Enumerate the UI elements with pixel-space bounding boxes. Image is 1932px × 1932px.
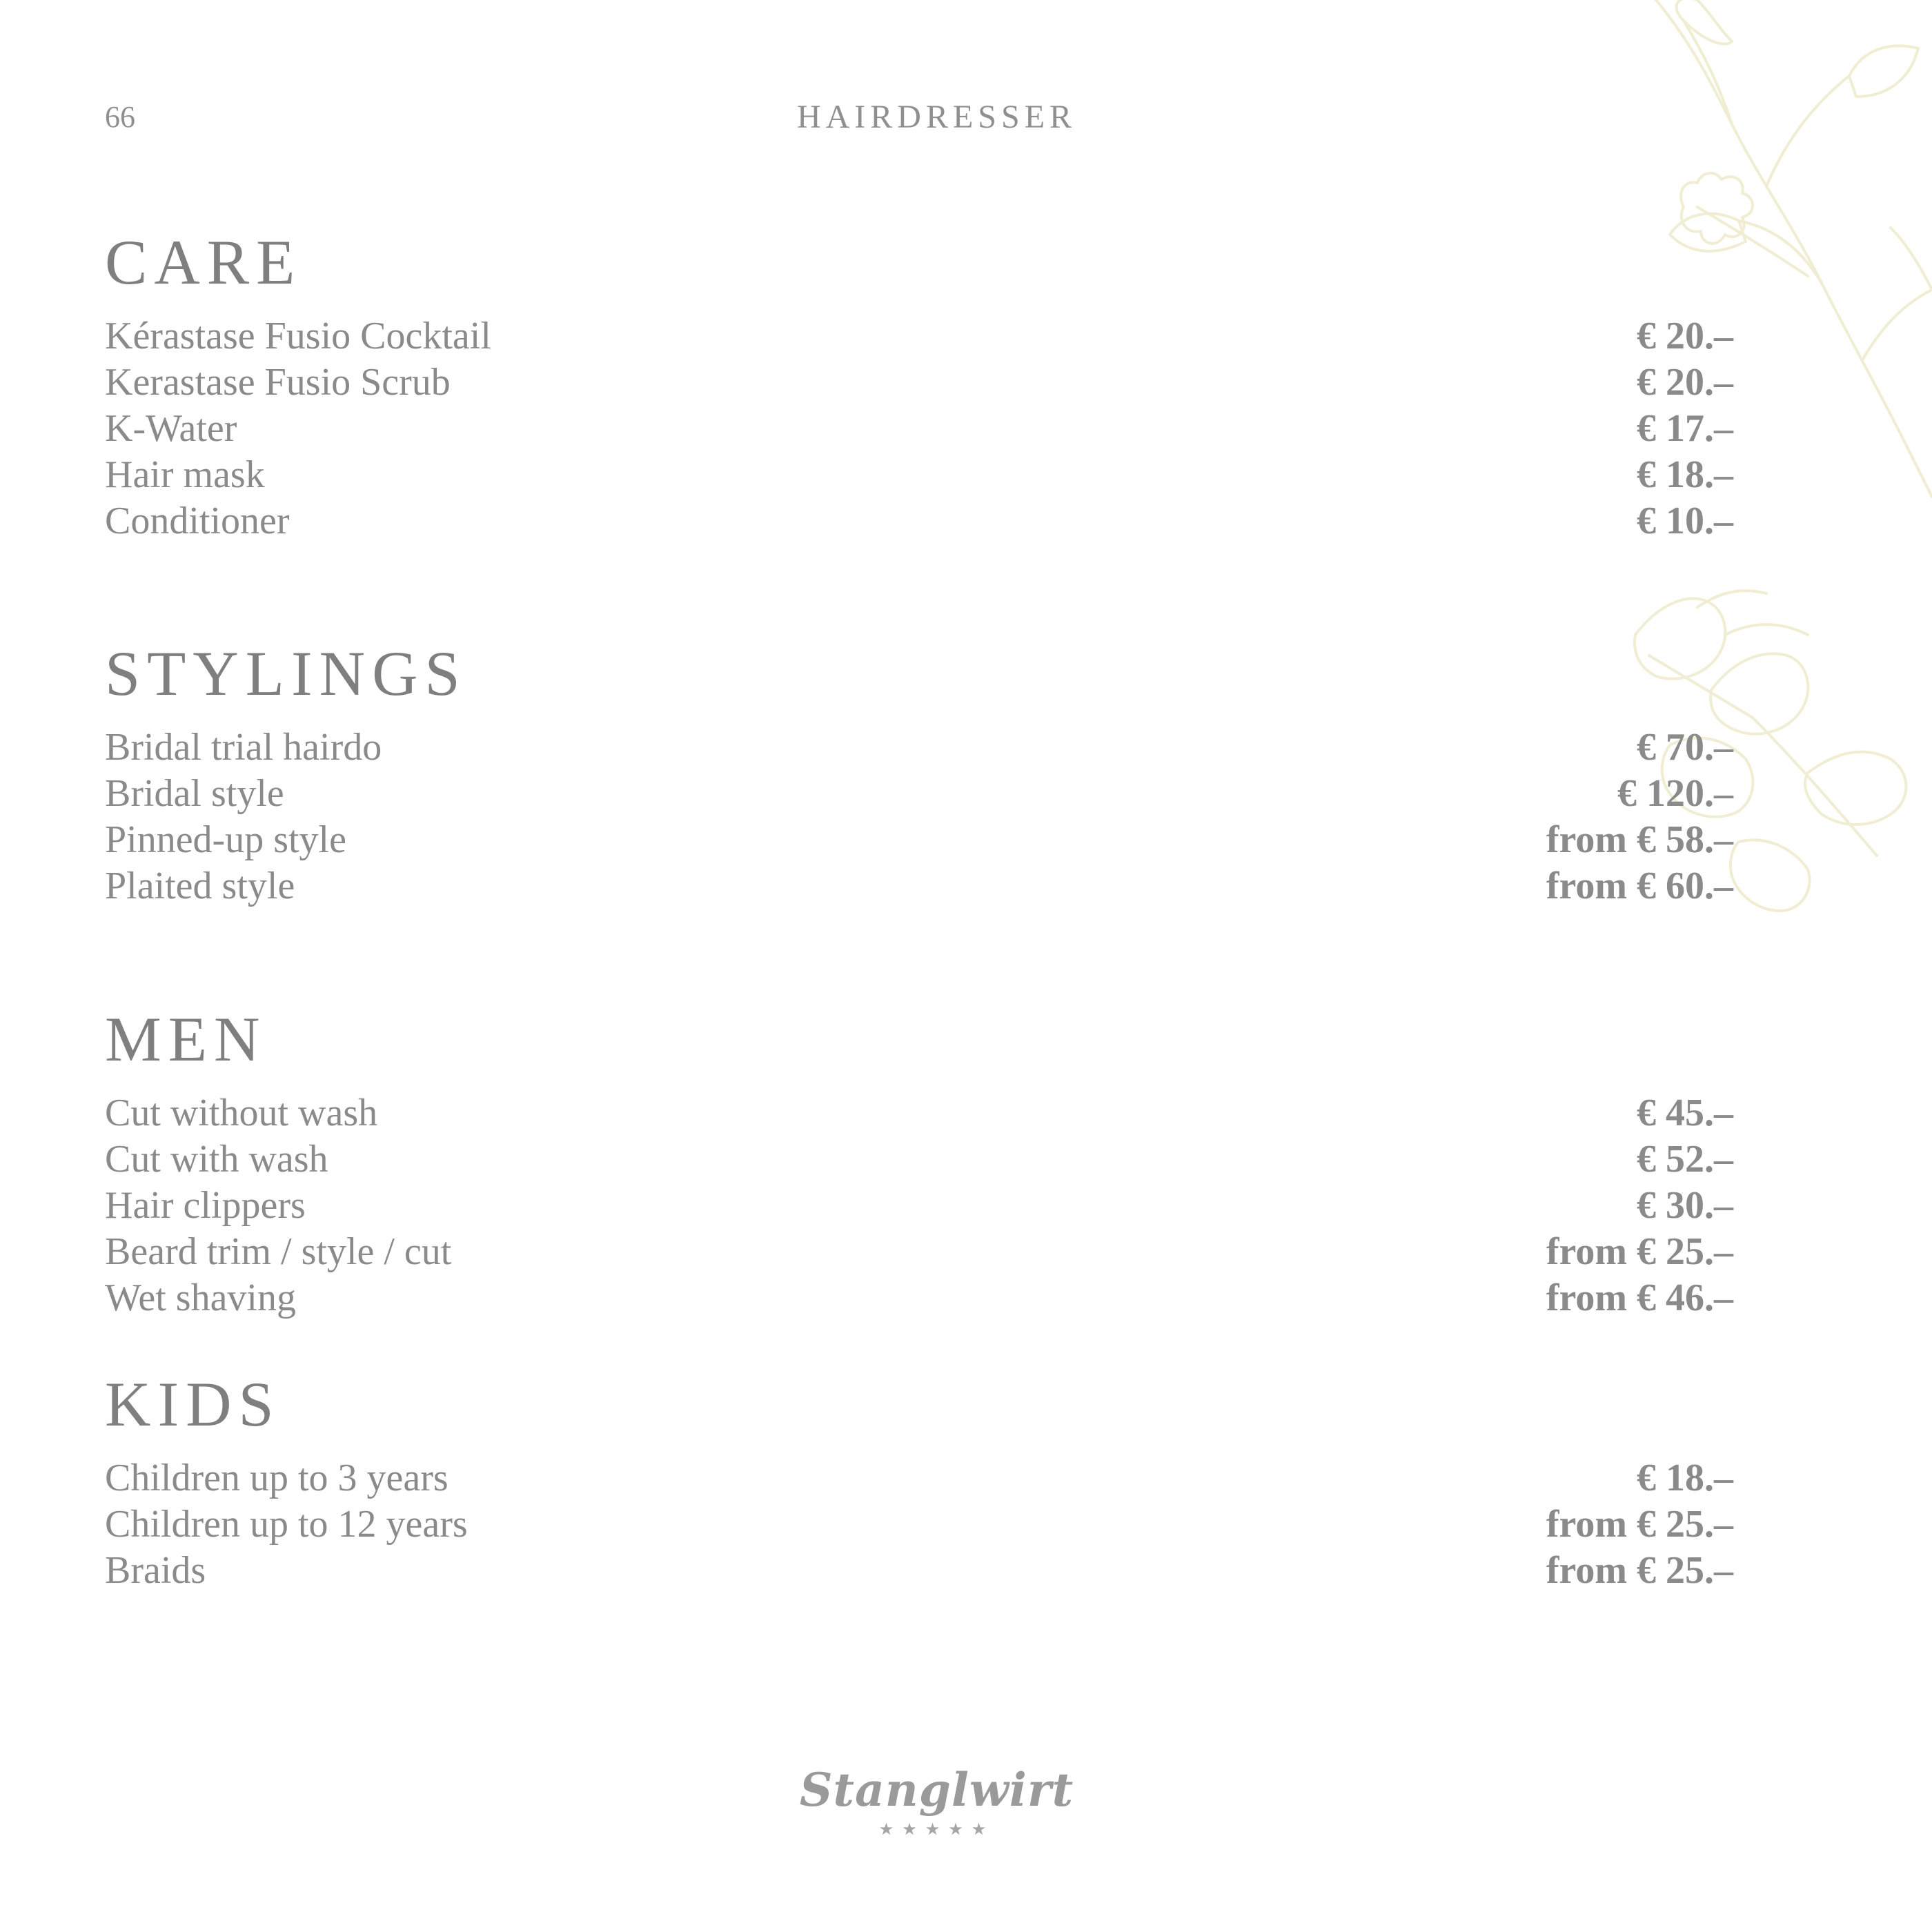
item-price: from € 25.– — [1546, 1230, 1733, 1273]
item-price: € 45.– — [1637, 1092, 1733, 1134]
item-name: Wet shaving — [105, 1276, 296, 1319]
item-name: Pinned-up style — [105, 818, 346, 861]
item-price: € 52.– — [1637, 1138, 1733, 1181]
list-item — [105, 406, 1733, 452]
list-item — [105, 1548, 1733, 1594]
star-rating-icon: ★★★★★ — [878, 1820, 995, 1839]
item-price: € 70.– — [1637, 726, 1733, 769]
page-number: 66 — [105, 100, 135, 134]
list-item — [105, 771, 1733, 817]
item-name: Children up to 12 years — [105, 1503, 468, 1546]
item-price: from € 25.– — [1546, 1503, 1733, 1546]
care-section — [105, 228, 1733, 544]
item-name: Kérastase Fusio Cocktail — [105, 315, 491, 357]
item-price: from € 58.– — [1546, 818, 1733, 861]
item-name: Cut with wash — [105, 1138, 328, 1181]
men-section — [105, 1005, 1733, 1321]
item-price: € 18.– — [1637, 453, 1733, 496]
section-title: MEN — [105, 1004, 267, 1074]
list-item — [105, 1090, 1733, 1136]
list-item — [105, 1136, 1733, 1183]
list-item — [105, 1229, 1733, 1275]
list-item — [105, 1455, 1733, 1501]
item-name: Cut without wash — [105, 1092, 378, 1134]
section-title: STYLINGS — [105, 638, 467, 709]
item-price: from € 25.– — [1546, 1549, 1733, 1592]
item-price: € 10.– — [1637, 500, 1733, 542]
item-name: Hair clippers — [105, 1184, 306, 1227]
kids-section — [105, 1370, 1733, 1594]
item-name: Bridal style — [105, 772, 284, 815]
item-name: Braids — [105, 1549, 206, 1592]
item-name: Children up to 3 years — [105, 1457, 448, 1499]
list-item — [105, 498, 1733, 544]
list-item — [105, 359, 1733, 406]
item-name: Bridal trial hairdo — [105, 726, 382, 769]
item-name: Hair mask — [105, 453, 265, 496]
list-item — [105, 863, 1733, 909]
item-price: from € 60.– — [1546, 865, 1733, 907]
item-price: € 17.– — [1637, 407, 1733, 450]
logo-wordmark: Stanglwirt — [799, 1763, 1074, 1817]
list-item — [105, 1275, 1733, 1321]
item-price: € 20.– — [1637, 361, 1733, 404]
item-price: € 18.– — [1637, 1457, 1733, 1499]
running-title: HAIRDRESSER — [796, 99, 1077, 135]
item-name: Beard trim / style / cut — [105, 1230, 452, 1273]
item-name: Conditioner — [105, 500, 290, 542]
list-item — [105, 1183, 1733, 1229]
item-name: Kerastase Fusio Scrub — [105, 361, 451, 404]
item-price: € 30.– — [1637, 1184, 1733, 1227]
item-price: € 120.– — [1617, 772, 1733, 815]
item-price: from € 46.– — [1546, 1276, 1733, 1319]
section-title: KIDS — [105, 1369, 281, 1439]
item-name: K-Water — [105, 407, 237, 450]
brand-logo — [0, 1763, 1873, 1839]
list-item — [105, 313, 1733, 359]
item-name: Plaited style — [105, 865, 295, 907]
section-title: CARE — [105, 227, 302, 297]
list-item — [105, 724, 1733, 771]
list-item — [105, 452, 1733, 498]
list-item — [105, 1501, 1733, 1548]
list-item — [105, 817, 1733, 863]
stylings-section — [105, 639, 1733, 909]
item-price: € 20.– — [1637, 315, 1733, 357]
